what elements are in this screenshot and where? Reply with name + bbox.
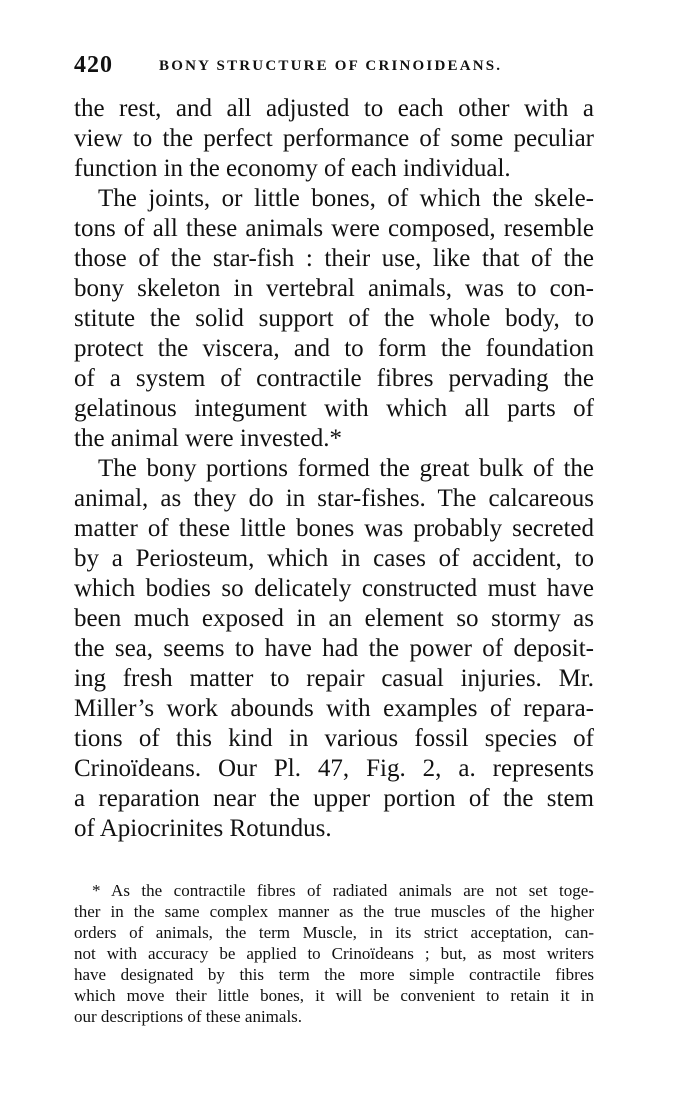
body-line: the sea, seems to have had the power of deposit- xyxy=(74,635,594,662)
body-line: of Apiocrinites Rotundus. xyxy=(74,815,332,842)
running-head: BONY STRUCTURE OF CRINOIDEANS. xyxy=(159,58,503,74)
footnote xyxy=(74,880,594,1027)
body-line: The joints, or little bones, of which the skele- xyxy=(98,185,594,212)
body-line: stitute the solid support of the whole body, to xyxy=(74,305,594,332)
body-line: by a Periosteum, which in cases of accident, to xyxy=(74,545,594,572)
footnote-line: orders of animals, the term Muscle, in its strict acceptation, can- xyxy=(74,923,594,942)
body-line: tons of all these animals were composed, resemble xyxy=(74,215,594,242)
footnote-line: not with accuracy be applied to Crinoïdeans ; but, as most writers xyxy=(74,944,594,963)
body-text xyxy=(74,94,594,844)
page-header xyxy=(74,52,594,82)
body-line: a reparation near the upper portion of the stem xyxy=(74,785,594,812)
body-line: the animal were invested.* xyxy=(74,425,342,452)
body-line: gelatinous integument with which all parts of xyxy=(74,395,594,422)
body-line: the rest, and all adjusted to each other with a xyxy=(74,95,594,122)
body-line: animal, as they do in star-fishes. The calcareous xyxy=(74,485,594,512)
footnote-line: ther in the same complex manner as the true muscles of the higher xyxy=(74,902,594,921)
body-line: protect the viscera, and to form the foundation xyxy=(74,335,594,362)
footnote-line: which move their little bones, it will be convenient to retain it in xyxy=(74,986,594,1005)
page-number: 420 xyxy=(74,52,113,78)
body-line: Miller’s work abounds with examples of repara- xyxy=(74,695,594,722)
body-line: view to the perfect performance of some peculiar xyxy=(74,125,594,152)
footnote-line: have designated by this term the more simple contractile fibres xyxy=(74,965,594,984)
body-line: been much exposed in an element so stormy as xyxy=(74,605,594,632)
body-line: The bony portions formed the great bulk of the xyxy=(98,455,594,482)
body-line: of a system of contractile fibres pervading the xyxy=(74,365,594,392)
body-line: those of the star-fish : their use, like that of the xyxy=(74,245,594,272)
body-line: tions of this kind in various fossil species of xyxy=(74,725,594,752)
body-line: function in the economy of each individual. xyxy=(74,155,511,182)
body-line: bony skeleton in vertebral animals, was to con- xyxy=(74,275,594,302)
body-line: ing fresh matter to repair casual injuries. Mr. xyxy=(74,665,594,692)
body-line: matter of these little bones was probably secreted xyxy=(74,515,594,542)
footnote-line: * As the contractile fibres of radiated animals are not set toge- xyxy=(92,881,594,900)
body-line: which bodies so delicately constructed must have xyxy=(74,575,594,602)
footnote-line: our descriptions of these animals. xyxy=(74,1007,303,1026)
body-line: Crinoïdeans. Our Pl. 47, Fig. 2, a. represents xyxy=(74,755,594,782)
